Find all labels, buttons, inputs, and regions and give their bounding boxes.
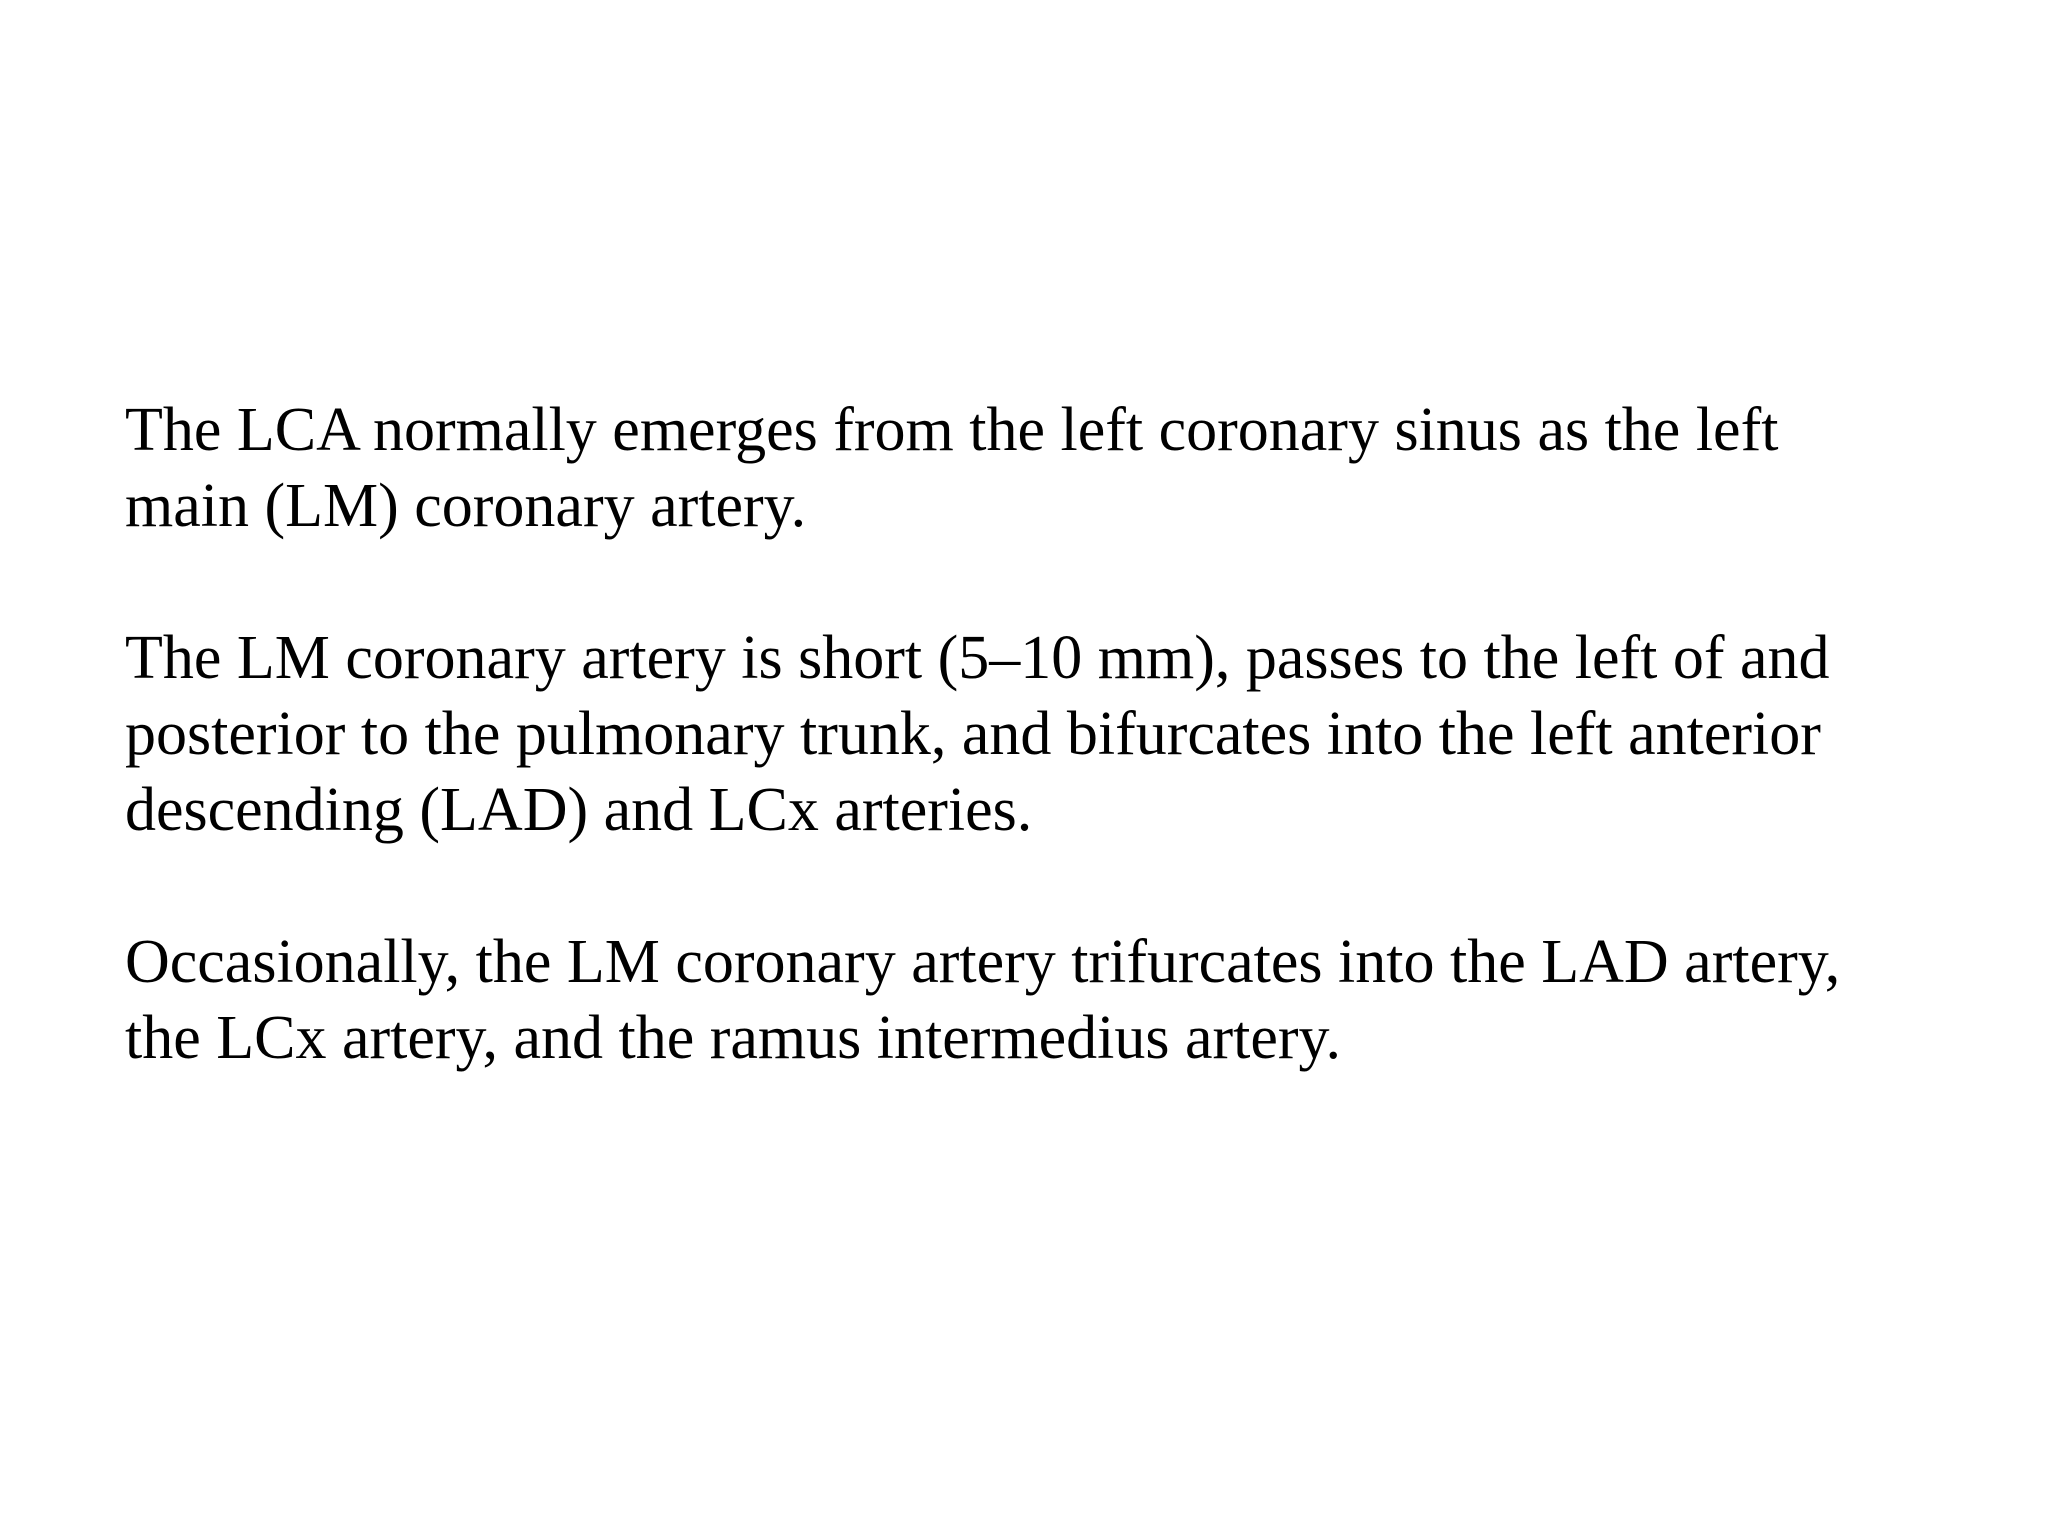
paragraph-lm-course: The LM coronary artery is short (5–10 mm), passes to the left of and posterior to the pulmonary trunk, and bifurcates into the left anterior descending (LAD) and LCx arteries. (125, 624, 1830, 844)
slide-body-text (125, 392, 1985, 1076)
paragraph-lm-trifurcation: Occasionally, the LM coronary artery trifurcates into the LAD artery, the LCx artery, and the ramus intermedius artery. (125, 928, 1841, 1072)
paragraph-lca-origin: The LCA normally emerges from the left coronary sinus as the left main (LM) coronary artery. (125, 396, 1779, 540)
